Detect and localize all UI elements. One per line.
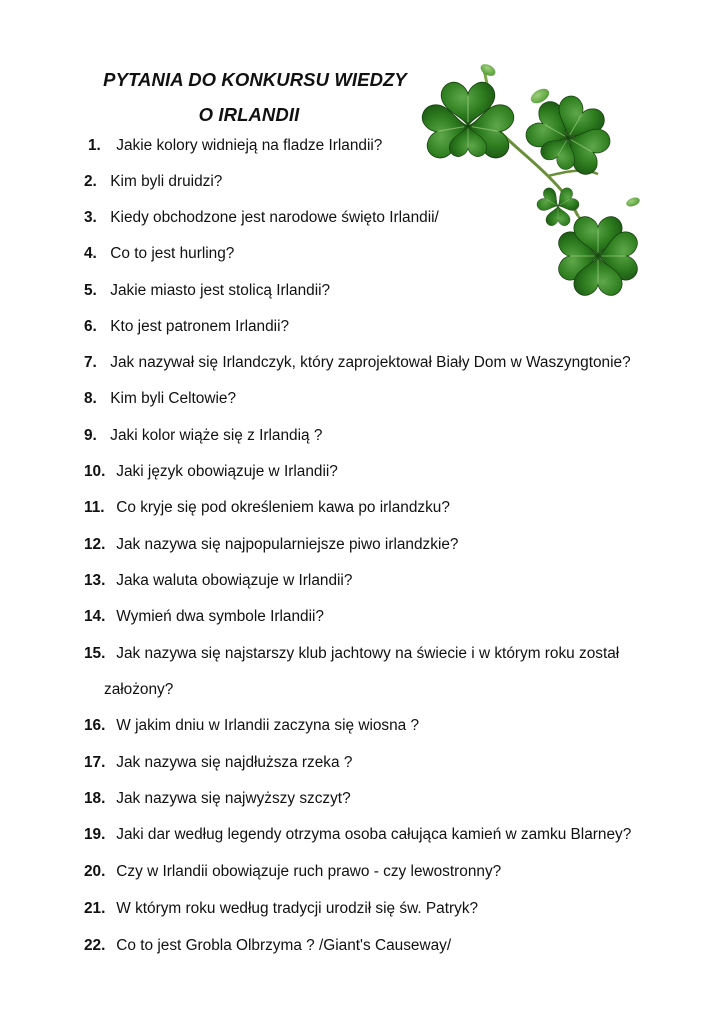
- list-item: [84, 900, 478, 918]
- list-item: [84, 536, 458, 554]
- question-number: 11.: [84, 499, 105, 516]
- question-number: 6.: [84, 318, 97, 335]
- question-text: Co to jest Grobla Olbrzyma ? /Giant's Causeway/: [116, 937, 452, 954]
- question-number: 20.: [84, 863, 106, 880]
- question-number: 17.: [84, 754, 106, 771]
- list-item: [84, 826, 631, 844]
- question-number: 5.: [84, 282, 97, 299]
- question-text: Jak nazywa się najstarszy klub jachtowy na świecie i w którym roku został: [116, 645, 620, 662]
- question-text: Wymień dwa symbole Irlandii?: [116, 608, 324, 625]
- question-number: 3.: [84, 209, 97, 226]
- question-text: Jak nazywa się najdłuższa rzeka ?: [116, 754, 353, 771]
- question-text: Jaka waluta obowiązuje w Irlandii?: [116, 572, 353, 589]
- question-text: Jak nazywał się Irlandczyk, który zaprojektował Biały Dom w Waszyngtonie?: [110, 354, 631, 371]
- question-text: Jak nazywa się najwyższy szczyt?: [116, 790, 351, 807]
- list-item: [84, 318, 289, 336]
- question-number: 14.: [84, 608, 106, 625]
- list-item: [84, 427, 322, 445]
- list-item: [84, 354, 631, 372]
- list-item: [84, 645, 619, 663]
- question-text: Jakie miasto jest stolicą Irlandii?: [110, 282, 331, 299]
- question-number: 7.: [84, 354, 97, 371]
- question-text: W którym roku według tradycji urodził się św. Patryk?: [116, 900, 479, 917]
- list-item: [84, 463, 338, 481]
- question-number: 22.: [84, 937, 106, 954]
- list-item: [84, 754, 352, 772]
- question-text: Jaki kolor wiąże się z Irlandią ?: [110, 427, 323, 444]
- question-number: 2.: [84, 173, 97, 190]
- list-item: [84, 863, 501, 881]
- question-text: Jaki język obowiązuje w Irlandii?: [116, 463, 338, 480]
- question-number: 1.: [88, 137, 101, 154]
- question-text: Kiedy obchodzone jest narodowe święto Irlandii/: [110, 209, 439, 226]
- list-item: [84, 608, 324, 626]
- shamrock-icon: [418, 56, 654, 300]
- question-number: 8.: [84, 390, 97, 407]
- list-item: [84, 572, 352, 590]
- list-item: [88, 137, 382, 155]
- list-item: [84, 245, 234, 263]
- question-number: 10.: [84, 463, 106, 480]
- question-number: 16.: [84, 717, 106, 734]
- question-text: Jak nazywa się najpopularniejsze piwo irlandzkie?: [116, 536, 459, 553]
- list-item: [84, 937, 451, 955]
- question-text: W jakim dniu w Irlandii zaczyna się wiosna ?: [116, 717, 420, 734]
- list-item: [84, 790, 351, 808]
- question-number: 13.: [84, 572, 106, 589]
- question-text: Kim byli druidzi?: [110, 173, 223, 190]
- question-text-continuation: założony?: [104, 681, 174, 698]
- question-text: Czy w Irlandii obowiązuje ruch prawo - czy lewostronny?: [116, 863, 502, 880]
- document-title-line-2: O IRLANDII: [198, 104, 300, 125]
- list-item: [84, 173, 222, 191]
- question-text: Kto jest patronem Irlandii?: [110, 318, 290, 335]
- question-number: 4.: [84, 245, 97, 262]
- document-title-line-1: PYTANIA DO KONKURSU WIEDZY: [103, 69, 407, 90]
- question-number: 18.: [84, 790, 106, 807]
- question-number: 19.: [84, 826, 106, 843]
- question-number: 9.: [84, 427, 97, 444]
- question-text: Co to jest hurling?: [110, 245, 235, 262]
- list-item: [84, 499, 450, 517]
- list-item: [84, 390, 236, 408]
- question-text: Kim byli Celtowie?: [110, 390, 237, 407]
- list-item: [84, 717, 419, 735]
- question-text: Jakie kolory widnieją na fladze Irlandii?: [116, 137, 383, 154]
- list-item: [84, 282, 330, 300]
- question-text: Jaki dar według legendy otrzyma osoba całująca kamień w zamku Blarney?: [116, 826, 632, 843]
- question-number: 12.: [84, 536, 106, 553]
- question-text: Co kryje się pod określeniem kawa po irlandzku?: [116, 499, 450, 516]
- question-number: 21.: [84, 900, 106, 917]
- question-number: 15.: [84, 645, 106, 662]
- list-item: [84, 209, 439, 227]
